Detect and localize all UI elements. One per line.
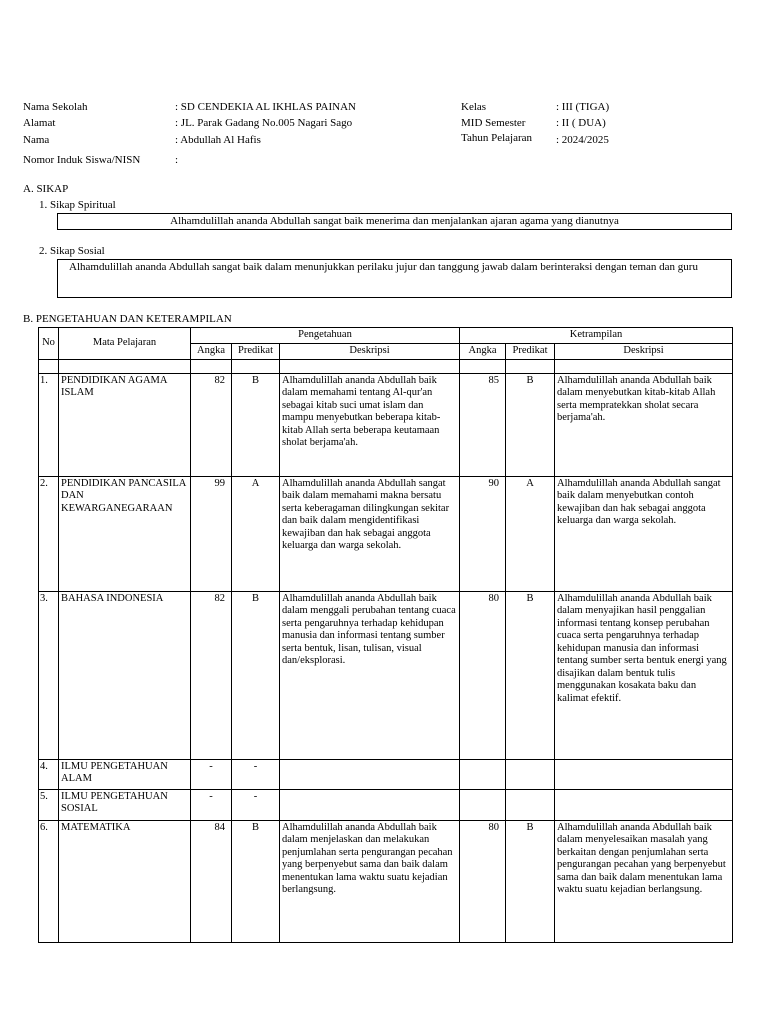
header-pengetahuan: Pengetahuan — [191, 328, 460, 344]
value-nama-sekolah: : SD CENDEKIA AL IKHLAS PAINAN — [175, 101, 357, 113]
cell-mapel: ILMU PENGETAHUAN ALAM — [59, 759, 191, 789]
value-mid-semester: : II ( DUA) — [556, 117, 606, 129]
sikap-sosial-text: Alhamdulillah ananda Abdullah sangat baik dalam menunjukkan perilaku jujur dan tanggung jawab dalam berinteraksi dengan teman dan guru — [69, 261, 698, 273]
cell-k-angka: 80 — [460, 591, 506, 759]
value-nisn: : — [175, 154, 179, 166]
cell-p-angka: 84 — [191, 820, 232, 942]
cell-no: 3. — [39, 591, 59, 759]
cell-no: 6. — [39, 820, 59, 942]
table-row — [39, 789, 733, 820]
cell-k-deskripsi — [555, 759, 733, 789]
spacer-cell — [191, 359, 232, 373]
sikap-spiritual-label: 1. Sikap Spiritual — [39, 199, 116, 211]
value-alamat: : JL. Parak Gadang No.005 Nagari Sago — [175, 117, 353, 129]
cell-mapel: MATEMATIKA — [59, 820, 191, 942]
cell-k-angka: 85 — [460, 373, 506, 476]
cell-k-deskripsi: Alhamdulillah ananda Abdullah baik dalam menyebutkan kitab-kitab Allah serta mempratekkan sholat secara berjama'ah. — [555, 373, 733, 476]
spacer-cell — [232, 359, 280, 373]
cell-p-angka: 99 — [191, 476, 232, 591]
cell-no: 2. — [39, 476, 59, 591]
cell-p-deskripsi: Alhamdulillah ananda Abdullah baik dalam menjelaskan dan melakukan penjumlahan serta pengurangan pecahan yang berpenyebut sama dan baik dalam menentukan lama waktu suatu kejadian berlangsung. — [280, 820, 460, 942]
cell-k-deskripsi: Alhamdulillah ananda Abdullah baik dalam menyelesaikan masalah yang berkaitan dengan penjumlahan serta pengurangan pecahan yang berpenyebut sama dan baik dalam menentukan lama waktu suatu kejadian berlangsung. — [555, 820, 733, 942]
cell-k-predikat: B — [506, 373, 555, 476]
spacer-cell — [280, 359, 460, 373]
cell-k-predikat: B — [506, 591, 555, 759]
sikap-spiritual-text: Alhamdulillah ananda Abdullah sangat baik menerima dan menjalankan ajaran agama yang dianutnya — [170, 215, 619, 227]
table-row — [39, 759, 733, 789]
sikap-sosial-box — [57, 259, 732, 298]
cell-p-deskripsi: Alhamdulillah ananda Abdullah baik dalam memahami tentang Al-qur'an sebagai kitab suci umat islam dan mampu menyebutkan beberapa kitab-kitab Allah serta beberapa keutamaan sholat berjama'ah. — [280, 373, 460, 476]
cell-no: 4. — [39, 759, 59, 789]
cell-p-predikat: A — [232, 476, 280, 591]
header-p-angka: Angka — [191, 344, 232, 360]
header-mata-pelajaran: Mata Pelajaran — [59, 328, 191, 360]
sikap-sosial-label: 2. Sikap Sosial — [39, 245, 105, 257]
spacer-row — [39, 359, 733, 373]
label-nama: Nama — [23, 134, 50, 146]
cell-k-predikat — [506, 759, 555, 789]
header-no: No — [39, 328, 59, 360]
spacer-cell — [59, 359, 191, 373]
section-sikap-title: A. SIKAP — [23, 183, 69, 195]
cell-p-predikat: - — [232, 759, 280, 789]
cell-no: 1. — [39, 373, 59, 476]
spacer-cell — [506, 359, 555, 373]
table-row — [39, 591, 733, 759]
cell-p-angka: 82 — [191, 373, 232, 476]
cell-p-angka: - — [191, 759, 232, 789]
table-row — [39, 373, 733, 476]
cell-p-deskripsi: Alhamdulillah ananda Abdullah sangat baik dalam memahami makna bersatu serta keberagaman dilingkungan sekitar dan baik dalam mengidentifikasi kewajiban dan hak sebagai anggota keluarga dan warga sekolah. — [280, 476, 460, 591]
cell-k-deskripsi: Alhamdulillah ananda Abdullah baik dalam menyajikan hasil penggalian informasi tentang konsep perubahan cuaca serta pengaruhnya terhadap kehidupan manusia dan informasi tentang sumber serta bentuk energi yang disajikan dalam bentuk tulis menggunakan kosakata baku dan kalimat efektif. — [555, 591, 733, 759]
section-pengetahuan-title: B. PENGETAHUAN DAN KETERAMPILAN — [23, 313, 232, 325]
cell-k-deskripsi: Alhamdulillah ananda Abdullah sangat baik dalam menyebutkan contoh kewajiban dan hak sebagai anggota keluarga dan warga sekolah. — [555, 476, 733, 591]
cell-p-deskripsi — [280, 759, 460, 789]
cell-mapel: PENDIDIKAN AGAMA ISLAM — [59, 373, 191, 476]
value-nama: : Abdullah Al Hafis — [175, 134, 261, 146]
header-k-angka: Angka — [460, 344, 506, 360]
header-row-1 — [39, 328, 733, 344]
cell-k-deskripsi — [555, 789, 733, 820]
cell-mapel: PENDIDIKAN PANCASILA DAN KEWARGANEGARAAN — [59, 476, 191, 591]
table-row — [39, 820, 733, 942]
cell-mapel: ILMU PENGETAHUAN SOSIAL — [59, 789, 191, 820]
cell-p-predikat: B — [232, 591, 280, 759]
cell-k-predikat: B — [506, 820, 555, 942]
header-k-deskripsi: Deskripsi — [555, 344, 733, 360]
label-nisn: Nomor Induk Siswa/NISN — [23, 154, 141, 166]
label-nama-sekolah: Nama Sekolah — [23, 101, 88, 113]
header-ketrampilan: Ketrampilan — [460, 328, 733, 344]
cell-no: 5. — [39, 789, 59, 820]
cell-k-angka: 90 — [460, 476, 506, 591]
label-tahun-pelajaran: Tahun Pelajaran — [461, 132, 533, 144]
grades-table — [38, 327, 733, 943]
header-k-predikat: Predikat — [506, 344, 555, 360]
cell-k-predikat — [506, 789, 555, 820]
label-alamat: Alamat — [23, 117, 56, 129]
header-p-deskripsi: Deskripsi — [280, 344, 460, 360]
value-tahun-pelajaran: : 2024/2025 — [556, 134, 609, 146]
table-row — [39, 476, 733, 591]
cell-p-angka: 82 — [191, 591, 232, 759]
spacer-cell — [555, 359, 733, 373]
cell-p-predikat: - — [232, 789, 280, 820]
cell-p-deskripsi: Alhamdulillah ananda Abdullah baik dalam menggali perubahan tentang cuaca serta pengaruhnya terhadap kehidupan manusia dan informasi tentang sumber serta bentuk, lisan, tulisan, visual dan/eksplorasi. — [280, 591, 460, 759]
value-kelas: : III (TIGA) — [556, 101, 610, 113]
sikap-spiritual-box — [57, 213, 732, 230]
cell-p-predikat: B — [232, 820, 280, 942]
cell-mapel: BAHASA INDONESIA — [59, 591, 191, 759]
spacer-cell — [460, 359, 506, 373]
header-p-predikat: Predikat — [232, 344, 280, 360]
cell-p-predikat: B — [232, 373, 280, 476]
cell-k-angka — [460, 789, 506, 820]
cell-k-angka — [460, 759, 506, 789]
label-mid-semester: MID Semester — [461, 117, 526, 129]
label-kelas: Kelas — [461, 101, 487, 113]
spacer-cell — [39, 359, 59, 373]
cell-k-predikat: A — [506, 476, 555, 591]
cell-p-angka: - — [191, 789, 232, 820]
cell-p-deskripsi — [280, 789, 460, 820]
cell-k-angka: 80 — [460, 820, 506, 942]
